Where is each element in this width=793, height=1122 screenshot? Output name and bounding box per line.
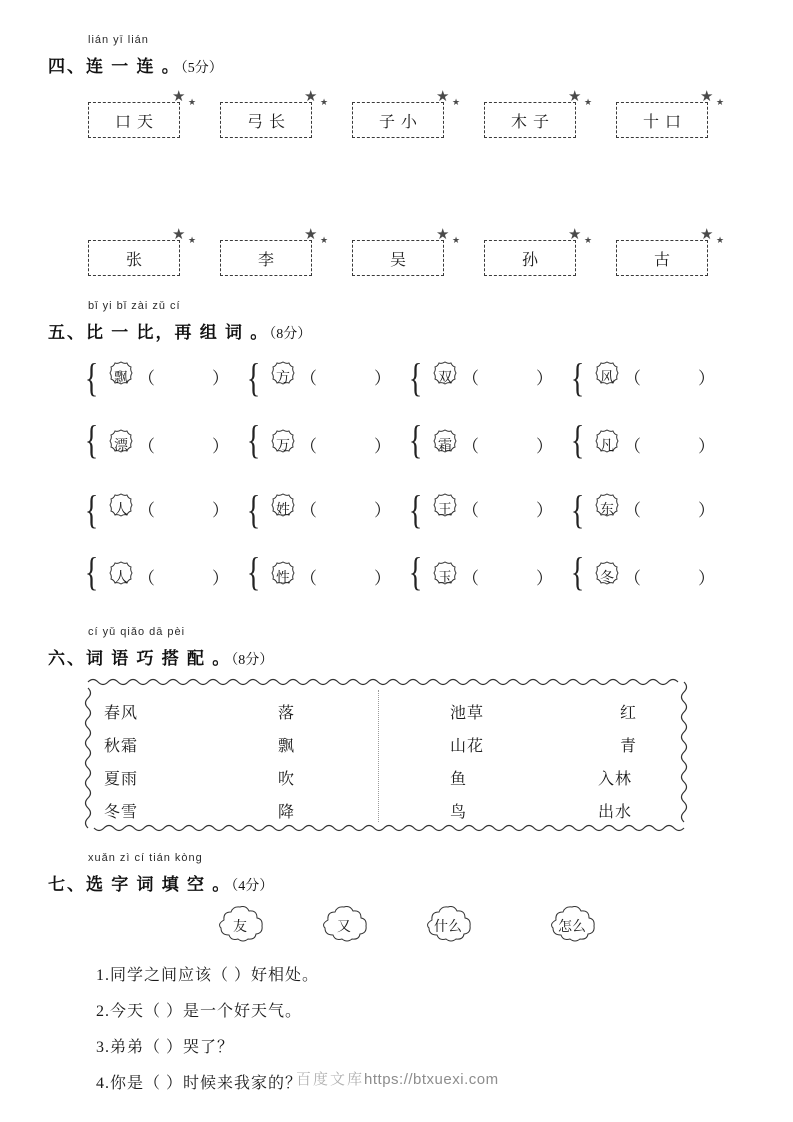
brace: { [246,487,261,532]
choice-cloud[interactable] [420,906,476,946]
match-box[interactable]: 吴 [352,240,444,276]
char-flower [590,428,624,462]
brace: { [84,487,99,532]
brace: { [408,549,423,594]
section-4-score: （5分） [180,61,223,76]
char-flower [590,560,624,594]
section-4-heading [48,52,223,77]
star-icon: ★ [584,97,593,107]
section-6-title: 词 语 巧 搭 配 。 [86,649,232,668]
choice-cloud[interactable] [316,906,372,946]
watermark-url: https://btxuexi.com [364,1071,499,1088]
word-item[interactable]: 鸟 [450,804,468,821]
answer-paren-close[interactable]: ） [536,437,553,456]
star-icon: ★ [304,227,318,243]
section-7-pinyin: xuǎn zì cí tián kòng [88,852,203,864]
match-box[interactable]: 弓长 [220,102,312,138]
answer-paren-close[interactable]: ） [536,501,553,520]
word-item[interactable]: 秋霜 [104,738,139,755]
word-item[interactable]: 鱼 [450,771,468,788]
brace: { [84,417,99,462]
star-icon: ★ [320,97,329,107]
section-6-number: 六、 [48,649,86,668]
watermark-cn: 百度文库 [296,1071,365,1088]
char-label: 风 [600,371,614,386]
brace: { [246,549,261,594]
brace: { [408,355,423,400]
section-5-title: 比 一 比，再 组 词 。 [86,323,270,342]
answer-paren-open: （ [138,569,155,588]
char-flower [266,428,300,462]
answer-paren-open: （ [462,369,479,388]
char-flower [266,360,300,394]
char-label: 漂 [114,439,128,454]
char-flower [104,560,138,594]
match-box[interactable]: 张 [88,240,180,276]
answer-paren-open: （ [624,501,641,520]
star-icon: ★ [452,97,461,107]
question-line[interactable]: 2.今天（ ）是一个好天气。 [96,1003,303,1020]
char-flower [428,360,462,394]
char-label: 性 [276,571,290,586]
char-label: 王 [438,503,452,518]
word-item[interactable]: 春风 [104,705,139,722]
answer-paren-open: （ [300,437,317,456]
answer-paren-open: （ [300,569,317,588]
brace: { [246,355,261,400]
column-divider [378,690,379,822]
answer-paren-close[interactable]: ） [698,369,715,388]
brace: { [570,417,585,462]
answer-paren-close[interactable]: ） [698,437,715,456]
section-5-pinyin: bǐ yi bǐ zài zǔ cí [88,300,181,312]
star-icon: ★ [172,89,186,105]
star-icon: ★ [716,235,725,245]
star-icon: ★ [320,235,329,245]
char-label: 凡 [600,439,614,454]
char-flower [428,428,462,462]
answer-paren-close[interactable]: ） [374,437,391,456]
section-6-heading [48,644,273,669]
match-box[interactable]: 木子 [484,102,576,138]
answer-paren-close[interactable]: ） [374,501,391,520]
char-label: 双 [438,371,452,386]
star-icon: ★ [568,227,582,243]
star-icon: ★ [568,89,582,105]
char-label: 人 [114,571,128,586]
answer-paren-close[interactable]: ） [698,569,715,588]
char-flower [104,492,138,526]
brace: { [84,355,99,400]
answer-paren-close[interactable]: ） [374,569,391,588]
answer-paren-open: （ [138,501,155,520]
char-flower [590,360,624,394]
brace: { [570,355,585,400]
section-5-number: 五、 [48,323,86,342]
choice-cloud[interactable] [544,906,600,946]
star-icon: ★ [700,89,714,105]
answer-paren-close[interactable]: ） [698,501,715,520]
char-flower [266,492,300,526]
answer-paren-open: （ [624,437,641,456]
word-item[interactable]: 降 [278,804,296,821]
word-match-panel [80,676,690,836]
answer-paren-close[interactable]: ） [536,369,553,388]
word-item[interactable]: 出水 [598,804,633,821]
answer-paren-open: （ [138,437,155,456]
answer-paren-open: （ [300,369,317,388]
char-flower [590,492,624,526]
match-box[interactable]: 李 [220,240,312,276]
answer-paren-close[interactable]: ） [374,369,391,388]
choice-label: 怎么 [558,920,586,935]
question-line[interactable]: 1.同学之间应该（ ）好相处。 [96,967,320,984]
word-item[interactable]: 山花 [450,738,485,755]
brace: { [570,487,585,532]
section-7-number: 七、 [48,875,86,894]
word-item[interactable]: 青 [620,738,638,755]
match-box[interactable]: 十口 [616,102,708,138]
answer-paren-close[interactable]: ） [212,369,229,388]
section-6-score: （8分） [231,653,274,668]
star-icon: ★ [188,235,197,245]
answer-paren-open: （ [462,501,479,520]
word-item[interactable]: 红 [620,705,638,722]
brace: { [84,549,99,594]
section-7-score: （4分） [231,879,274,894]
match-box[interactable]: 口天 [88,102,180,138]
section-4-pinyin: lián yī lián [88,34,149,46]
word-item[interactable]: 夏雨 [104,771,139,788]
star-icon: ★ [716,97,725,107]
brace: { [408,417,423,462]
char-label: 玉 [438,571,452,586]
section-4-title: 连 一 连 。 [86,57,181,76]
answer-paren-open: （ [624,369,641,388]
question-line[interactable]: 4.你是（ ）时候来我家的？ [96,1075,303,1092]
brace: { [408,487,423,532]
section-6-pinyin: cí yǔ qiǎo dā pèi [88,626,186,638]
answer-paren-open: （ [462,569,479,588]
answer-paren-close[interactable]: ） [212,501,229,520]
char-label: 人 [114,503,128,518]
answer-paren-open: （ [138,369,155,388]
char-label: 冬 [600,571,614,586]
watermark [296,1068,499,1089]
match-box[interactable]: 子小 [352,102,444,138]
char-label: 万 [276,439,290,454]
answer-paren-close[interactable]: ） [212,437,229,456]
char-flower [104,360,138,394]
char-flower [104,428,138,462]
choice-label: 友 [233,920,247,935]
char-label: 东 [600,503,614,518]
section-5-heading [48,318,311,343]
word-item[interactable]: 冬雪 [104,804,139,821]
star-icon: ★ [436,89,450,105]
star-icon: ★ [188,97,197,107]
match-box[interactable]: 孙 [484,240,576,276]
match-box[interactable]: 古 [616,240,708,276]
word-item[interactable]: 飘 [278,738,296,755]
star-icon: ★ [584,235,593,245]
word-item[interactable]: 落 [278,705,296,722]
star-icon: ★ [304,89,318,105]
answer-paren-open: （ [624,569,641,588]
section-7-title: 选 字 词 填 空 。 [86,875,232,894]
star-icon: ★ [700,227,714,243]
star-icon: ★ [452,235,461,245]
section-4-number: 四、 [48,57,86,76]
star-icon: ★ [436,227,450,243]
question-line[interactable]: 3.弟弟（ ）哭了？ [96,1039,235,1056]
word-item[interactable]: 吹 [278,771,296,788]
word-item[interactable]: 入林 [598,771,633,788]
char-flower [266,560,300,594]
brace: { [570,549,585,594]
choice-label: 什么 [434,920,462,935]
char-flower [428,492,462,526]
star-icon: ★ [172,227,186,243]
choice-cloud[interactable] [212,906,268,946]
choice-label: 又 [337,920,351,935]
answer-paren-open: （ [300,501,317,520]
char-label: 霜 [438,439,452,454]
char-label: 飘 [114,371,128,386]
char-label: 方 [276,371,290,386]
answer-paren-close[interactable]: ） [536,569,553,588]
word-item[interactable]: 池草 [450,705,485,722]
char-flower [428,560,462,594]
answer-paren-close[interactable]: ） [212,569,229,588]
section-7-heading [48,870,273,895]
char-label: 姓 [276,503,290,518]
answer-paren-open: （ [462,437,479,456]
brace: { [246,417,261,462]
section-5-score: （8分） [269,327,312,342]
